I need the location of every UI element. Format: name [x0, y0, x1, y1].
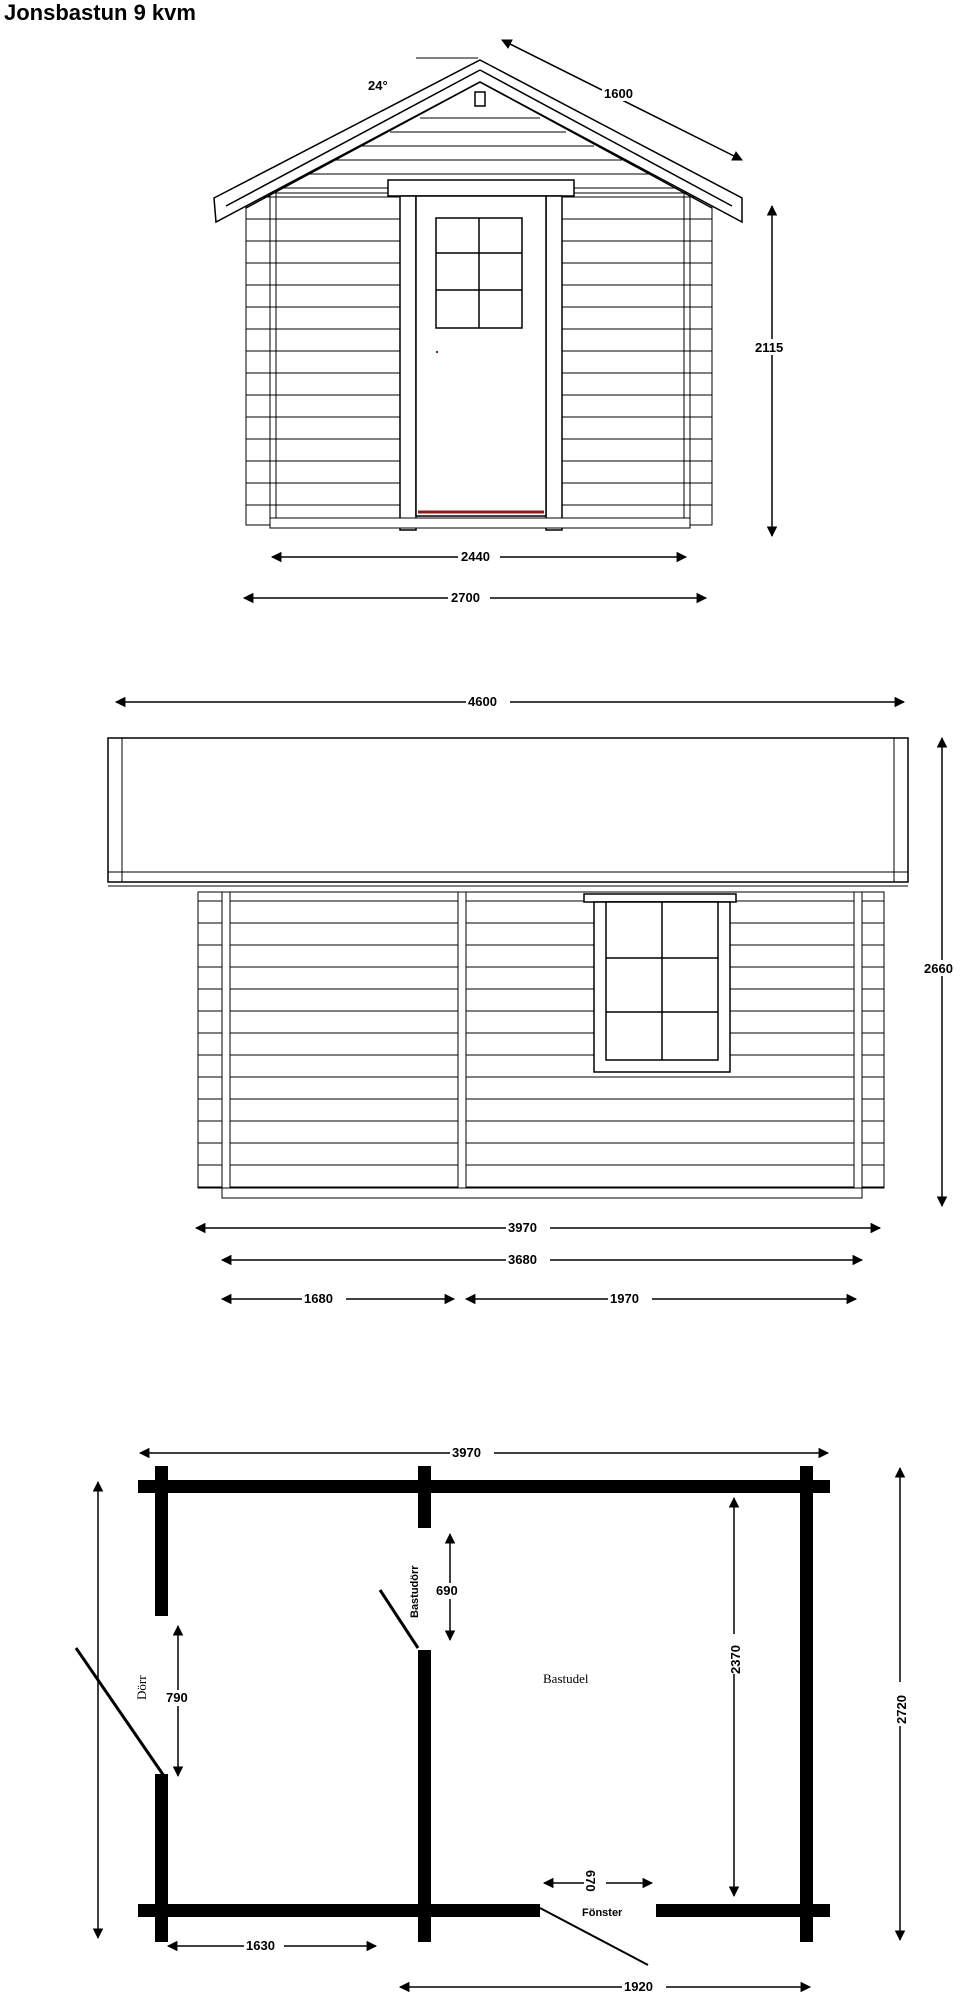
floor-plan — [76, 1445, 910, 1995]
door-label: Dörr — [134, 1675, 149, 1700]
window-width-label: 670 — [583, 1870, 598, 1892]
plan-walls — [138, 1466, 830, 1942]
roof-angle-label: 24° — [368, 78, 388, 93]
side-roof — [108, 738, 908, 882]
roof-length-label: 1600 — [604, 86, 633, 101]
front-door — [388, 180, 574, 530]
sauna-depth-label: 2370 — [728, 1645, 743, 1674]
inner-width-label: 3680 — [508, 1252, 537, 1267]
plan-depth-label: 2720 — [894, 1695, 909, 1724]
window-label: Fönster — [582, 1907, 623, 1919]
front-section-label: 1630 — [246, 1938, 275, 1953]
door-width-label: 790 — [166, 1690, 188, 1705]
wall-width-label: 2440 — [461, 549, 490, 564]
side-elevation — [108, 694, 960, 1307]
front-elevation — [214, 40, 792, 606]
outer-width-label: 3970 — [508, 1220, 537, 1235]
sauna-door-width-label: 690 — [436, 1583, 458, 1598]
page-title: Jonsbastun 9 kvm — [4, 0, 196, 25]
side-roof-length-label: 4600 — [468, 694, 497, 709]
front-height-label: 2115 — [755, 340, 784, 355]
side-height-label: 2660 — [924, 961, 953, 976]
side-wall — [198, 892, 884, 1188]
section-left-label: 1680 — [304, 1291, 333, 1306]
sauna-length-label: 1920 — [624, 1979, 653, 1994]
plan-length-label: 3970 — [452, 1445, 481, 1460]
side-window — [584, 894, 736, 1072]
sauna-door-label: Bastudörr — [409, 1565, 421, 1618]
total-width-label: 2700 — [451, 590, 480, 605]
entry-door-leaf — [76, 1648, 164, 1776]
sauna-room-label: Bastudel — [543, 1671, 589, 1686]
section-right-label: 1970 — [610, 1291, 639, 1306]
